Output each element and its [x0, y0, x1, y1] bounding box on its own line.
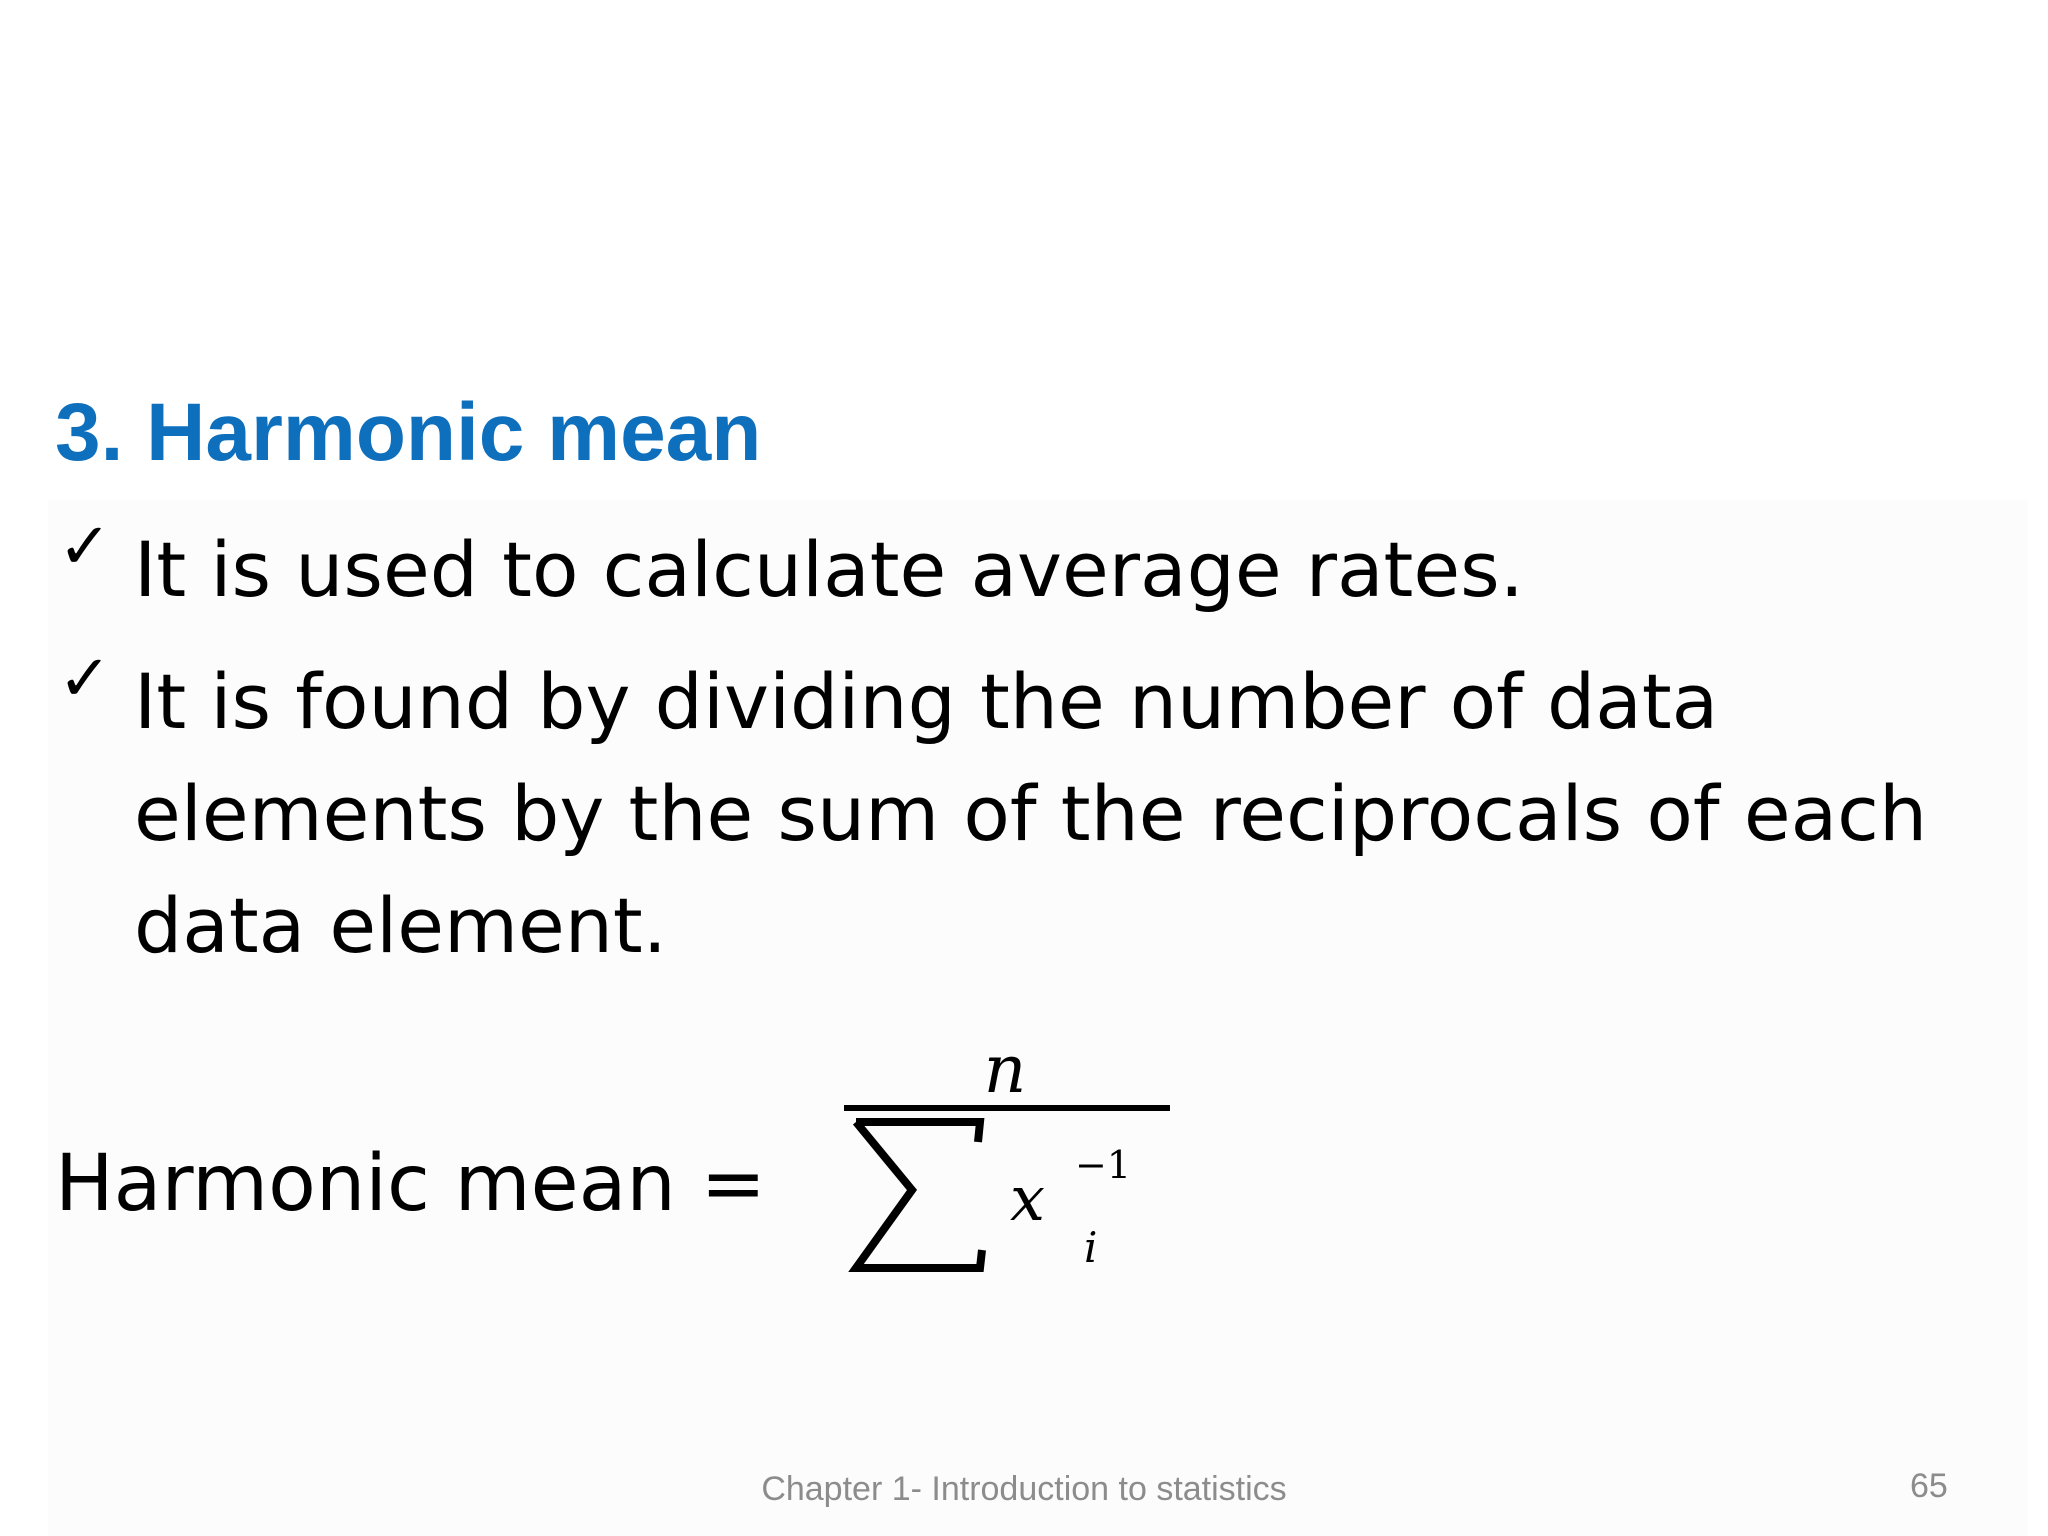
bullet-2-line-2: elements by the sum of the reciprocals of each: [134, 769, 1928, 858]
bullet-1-line-1: It is used to calculate average rates.: [134, 525, 1524, 614]
bullet-2-line-1: It is found by dividing the number of data: [134, 657, 1719, 746]
formula-label: Harmonic mean =: [55, 1139, 766, 1229]
bullet-2-line-3: data element.: [134, 881, 667, 970]
footer-chapter-title: Chapter 1- Introduction to statistics: [761, 1470, 1287, 1508]
formula-variable: x: [1010, 1162, 1045, 1235]
harmonic-mean-formula: [830, 1030, 1190, 1290]
page-number: 65: [1910, 1467, 1948, 1505]
formula-numerator: n: [983, 1031, 1027, 1108]
formula-subscript: i: [1084, 1223, 1098, 1272]
sigma-symbol: [856, 1122, 982, 1268]
check-icon: ✓: [58, 642, 112, 716]
check-icon: ✓: [58, 510, 112, 584]
slide-heading: 3. Harmonic mean: [55, 387, 762, 478]
formula-exponent: −1: [1075, 1143, 1132, 1187]
